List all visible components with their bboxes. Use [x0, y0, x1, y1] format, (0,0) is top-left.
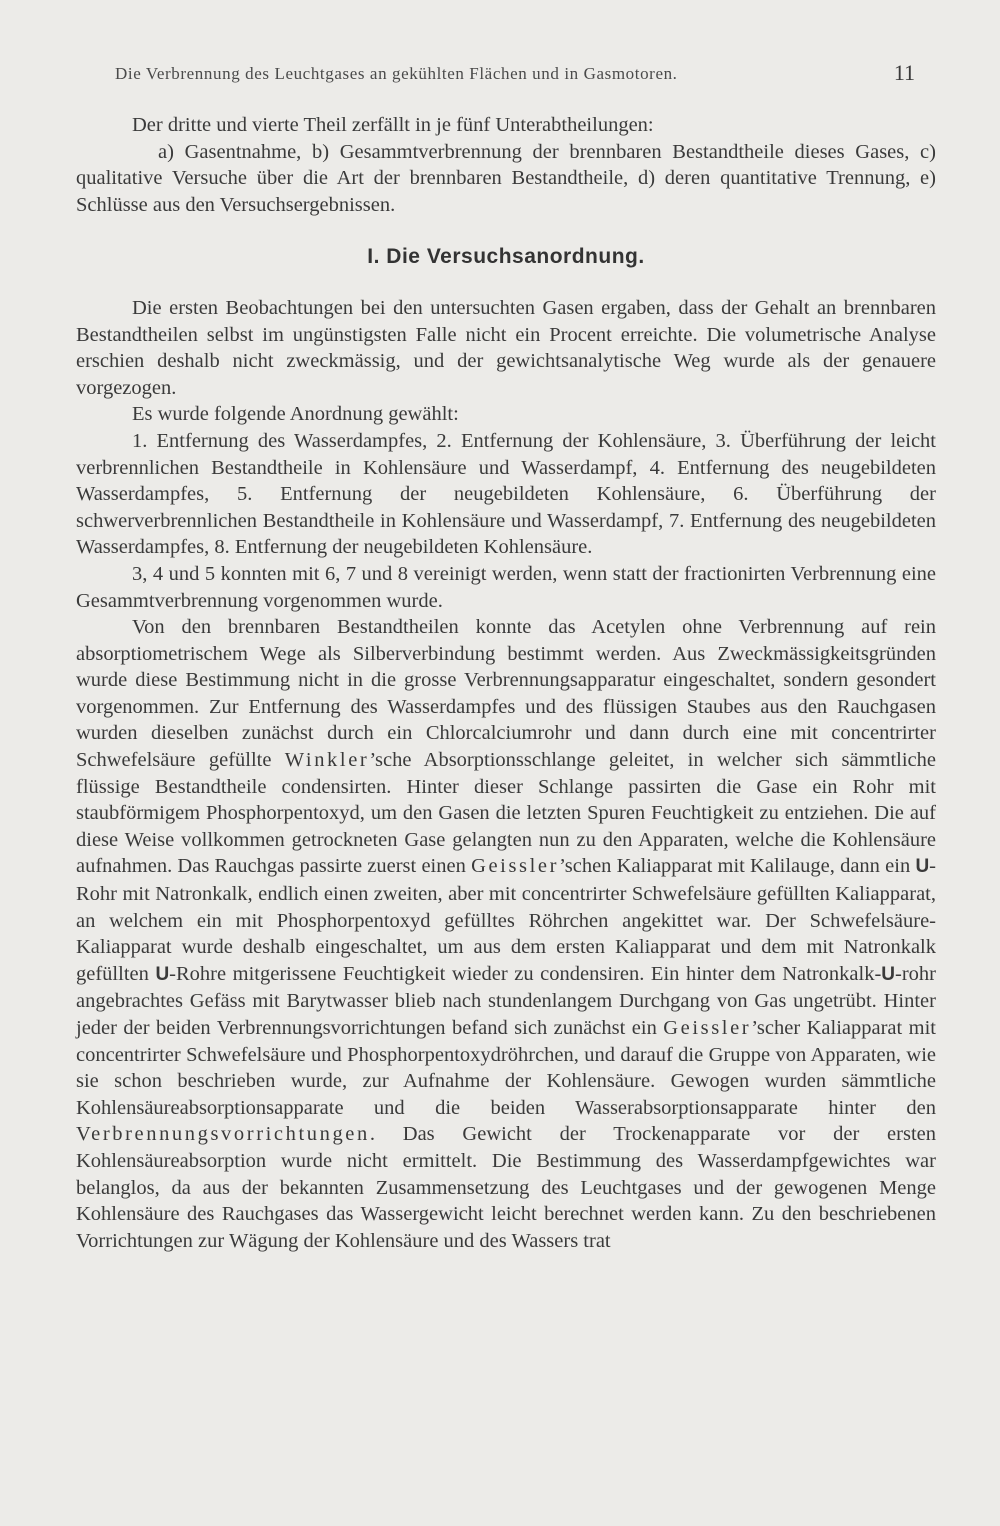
page-header	[115, 60, 915, 88]
section-paragraph-3: 1. Entfernung des Wasserdampfes, 2. Entfernung der Kohlensäure, 3. Überführung der leicht verbrennlichen Bestandtheile in Kohlensäure und Wasserdampf, 4. Entfernung des neugebildeten Wasserdampfes, 5. Entfernung der neugebildeten Kohlensäure, 6. Überführung der schwerverbrennlichen Bestandtheile in Kohlensäure und Wasserdampf, 7. Entfernung des neugebildeten Wasserdampfes, 8. Entfernung der neugebildeten Kohlensäure.	[76, 429, 936, 559]
u-tube-symbol: U	[881, 963, 896, 985]
section-paragraph-5	[76, 614, 936, 1254]
author-name-geissler: Geissler	[471, 855, 560, 878]
text-run: -rohr angebrachtes Gefäss mit Barytwasser blieb nach stundenlangem Durchgang von Gas ungetrübt. Hinter jeder der beiden Verbrennungsvorrichtungen befand sich zunächst ein	[76, 962, 936, 1039]
author-name-geissler: Geissler	[663, 1017, 752, 1039]
u-tube-symbol: U	[155, 963, 170, 985]
text-run: ’schen Kaliapparat mit Kalilauge, dann ein	[559, 855, 916, 878]
author-name-winkler: Winkler	[284, 749, 370, 772]
text-run: -Rohr mit Natronkalk, endlich einen zweiten, aber mit concentrirter Schwefelsäure gefüllten Kaliapparat, an welchem ein mit Phosphorpentoxyd gefülltes Röhrchen angekittet war. Der Schwefelsäure-Kaliapparat wurde deshalb eingeschaltet, um aus dem ersten Kaliapparat und dem mit Natronkalk gefüllten	[76, 855, 936, 985]
section-heading: I. Die Versuchsanordnung.	[367, 245, 645, 269]
text-run: . Das Gewicht der Trockenapparate vor der ersten Kohlensäureabsorption wurde nicht ermittelt. Die Bestimmung des Wasserdampfgewichtes war belanglos, da aus der bekannten Zusammensetzung des Leuchtgases und der gewogenen Menge Kohlensäure des Rauchgases das Wassergewicht leicht berechnet werden kann. Zu den beschriebenen Vorrichtungen zur Wägung der Kohlensäure und des Wassers trat	[76, 1123, 936, 1252]
text-run: Von den brennbaren Bestandtheilen konnte das Acetylen ohne Verbrennung auf rein absorptiometrischem Wege als Silberverbindung bestimmt werden. Aus Zweckmässigkeitsgründen wurde diese Bestimmung nicht in die grosse Verbrennungsapparatur eingeschaltet, sondern gesondert vorgenommen. Zur Entfernung des Wasserdampfes und des flüssigen Staubes aus den Rauchgasen wurden dieselben zunächst durch ein Chlorcalciumrohr und dann durch eine mit concentrirter Schwefelsäure gefüllte	[76, 616, 936, 772]
text-run: -Rohre mitgerissene Feuchtigkeit wieder zu condensiren. Ein hinter dem Natronkalk-	[169, 962, 882, 985]
page-body	[76, 112, 936, 1254]
subdivision-list-paragraph: a) Gasentnahme, b) Gesammtverbrennung der brennbaren Bestandtheile dieses Gases, c) qualitative Versuche über die Art der brennbaren Bestandtheile, d) deren quantitative Trennung, e) Schlüsse aus den Versuchsergebnissen.	[76, 140, 936, 216]
text-run: ’scher Kaliapparat mit concentrirter Schwefelsäure und Phosphorpentoxydröhrchen, und darauf die Gruppe von Apparaten, wie sie schon beschrieben wurde, zur Aufnahme der Kohlensäure. Gewogen wurden sämmtliche Kohlensäureabsorptionsapparate und die beiden Wasserabsorptionsapparate hinter den	[76, 1017, 936, 1119]
section-paragraph-1: Die ersten Beobachtungen bei den untersuchten Gasen ergaben, dass der Gehalt an brennbaren Bestandtheilen selbst im ungünstigsten Falle nicht ein Procent erreichte. Die volumetrische Analyse erschien deshalb nicht zweckmässig, und der gewichtsanalytische Weg wurde als der genauere vorgezogen.	[76, 296, 936, 399]
u-tube-symbol: U	[915, 856, 930, 878]
text-run: ’sche Absorptionsschlange geleitet, in welcher sich sämmtliche flüssige Bestandtheile condensirten. Hinter dieser Schlange passirten die Gase ein Rohr mit staubförmigem Phosphorpentoxyd, um den Gasen die letzten Spuren Feuchtigkeit zu entziehen. Die auf diese Weise vollkommen getrockneten Gase gelangten nun zu den Apparaten, welche die Kohlensäure aufnahmen. Das Rauchgas passirte zuerst einen	[76, 749, 936, 878]
section-paragraph-4: 3, 4 und 5 konnten mit 6, 7 und 8 vereinigt werden, wenn statt der fractionirten Verbrennung eine Gesammtverbrennung vorgenommen wurde.	[76, 562, 936, 612]
page-number: 11	[893, 60, 915, 85]
emphasized-term: Verbrennungsvorrichtungen	[76, 1123, 370, 1146]
intro-paragraph: Der dritte und vierte Theil zerfällt in je fünf Unterabtheilungen:	[132, 114, 654, 136]
running-title: Die Verbrennung des Leuchtgases an gekühlten Flächen und in Gasmotoren.	[115, 64, 678, 83]
section-paragraph-2: Es wurde folgende Anordnung gewählt:	[132, 403, 459, 426]
